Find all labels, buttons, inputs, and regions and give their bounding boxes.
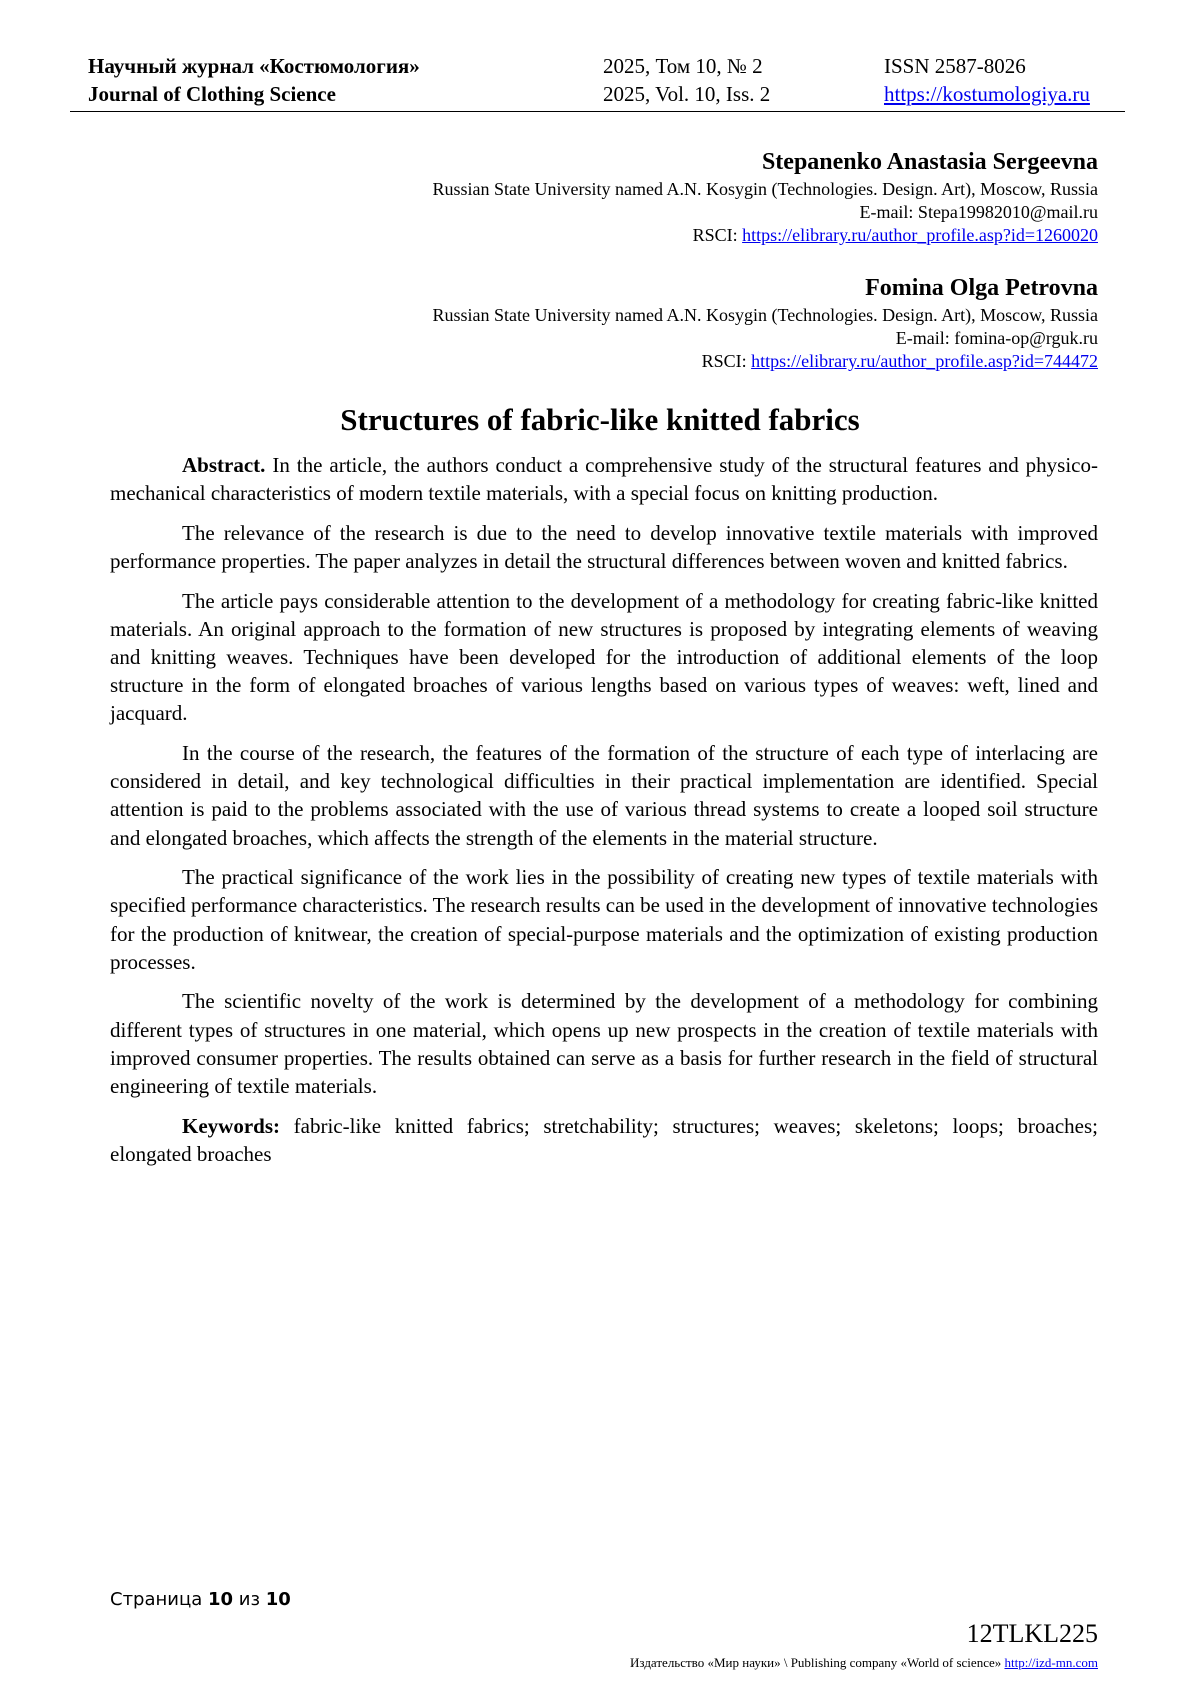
journal-name-column [88, 52, 420, 108]
keywords-label: Keywords: [182, 1113, 280, 1138]
abstract-text: In the article, the authors conduct a comprehensive study of the structural features and physico-mechanical characteristics of modern textile materials, with a special focus on knitting production. [110, 453, 1098, 506]
page-prefix: Страница [110, 1589, 208, 1610]
publisher-link[interactable]: http://izd-mn.com [1004, 1655, 1098, 1670]
page-current: 10 [207, 1589, 234, 1610]
author-rsci [432, 224, 1098, 247]
abstract-paragraph: The article pays considerable attention to the development of a methodology for creating fabric-like knitted materials. An original approach to the formation of new structures is proposed by integrating elements of weaving and knitting weaves. Techniques have been developed for the introduction of additional elements of the loop structure in the form of elongated broaches of various lengths based on various types of weaves: weft, lined and jacquard. [110, 588, 1098, 726]
author-name: Stepanenko Anastasia Sergeevna [761, 149, 1098, 175]
issn-column [884, 52, 1090, 108]
author-name: Fomina Olga Petrovna [865, 275, 1098, 301]
issue-en: 2025, Vol. 10, Iss. 2 [603, 82, 771, 106]
journal-website-link[interactable]: https://kostumologiya.ru [884, 82, 1090, 106]
abstract-label: Abstract. [182, 453, 266, 477]
author-affiliation: Russian State University named A.N. Kosygin (Technologies. Design. Art), Moscow, Russia [432, 305, 1098, 325]
header-divider [70, 111, 1125, 112]
rsci-label: RSCI: [701, 351, 752, 371]
article-code: 12TLKL225 [966, 1619, 1098, 1648]
publisher-line [630, 1655, 1098, 1671]
journal-name-ru: Научный журнал «Костюмология» [88, 54, 420, 78]
rsci-label: RSCI: [692, 225, 743, 245]
author-rsci [432, 350, 1098, 373]
journal-name-en: Journal of Clothing Science [88, 82, 336, 106]
abstract-paragraph: The practical significance of the work lies in the possibility of creating new types of textile materials with specified performance characteristics. The research results can be used in the development of innovative technologies for the production of knitwear, the creation of special-purpose materials and the optimization of existing production processes. [110, 865, 1098, 974]
author-block-1 [432, 147, 1098, 247]
author-email: E-mail: fomina-op@rguk.ru [895, 328, 1098, 348]
author-affiliation: Russian State University named A.N. Kosygin (Technologies. Design. Art), Moscow, Russia [432, 179, 1098, 199]
page-total: 10 [265, 1589, 291, 1610]
article-title: Structures of fabric-like knitted fabrics [340, 402, 860, 437]
rsci-link[interactable]: https://elibrary.ru/author_profile.asp?id=1260020 [742, 225, 1098, 245]
page-mid: из [233, 1589, 266, 1610]
abstract-paragraph [110, 451, 1098, 507]
abstract-body [110, 451, 1098, 1179]
issue-column [603, 52, 770, 108]
issn: ISSN 2587-8026 [884, 54, 1026, 78]
abstract-paragraph: The scientific novelty of the work is determined by the development of a methodology for combining different types of structures in one material, which opens up new prospects in the creation of textile materials with improved consumer properties. The results obtained can serve as a basis for further research in the field of structural engineering of textile materials. [110, 989, 1098, 1099]
page-number [110, 1589, 291, 1610]
author-email: E-mail: Stepa19982010@mail.ru [859, 202, 1098, 222]
abstract-paragraph: The relevance of the research is due to the need to develop innovative textile materials with improved performance properties. The paper analyzes in detail the structural differences between woven and knitted fabrics. [110, 520, 1098, 573]
rsci-link[interactable]: https://elibrary.ru/author_profile.asp?id=744472 [751, 351, 1098, 371]
publisher-text: Издательство «Мир науки» \ Publishing company «World of science» [630, 1655, 1005, 1670]
keywords-paragraph [110, 1112, 1098, 1168]
keywords-text: fabric-like knitted fabrics; stretchability; structures; weaves; skeletons; loops; broaches; elongated broaches [110, 1113, 1098, 1166]
issue-ru: 2025, Том 10, № 2 [603, 54, 763, 78]
abstract-paragraph: In the course of the research, the features of the formation of the structure of each type of interlacing are considered in detail, and key technological difficulties in their practical implementation are identified. Special attention is paid to the problems associated with the use of various thread systems to create a looped soil structure and elongated broaches, which affects the strength of the elements in the material structure. [110, 741, 1098, 850]
author-block-2 [432, 273, 1098, 373]
